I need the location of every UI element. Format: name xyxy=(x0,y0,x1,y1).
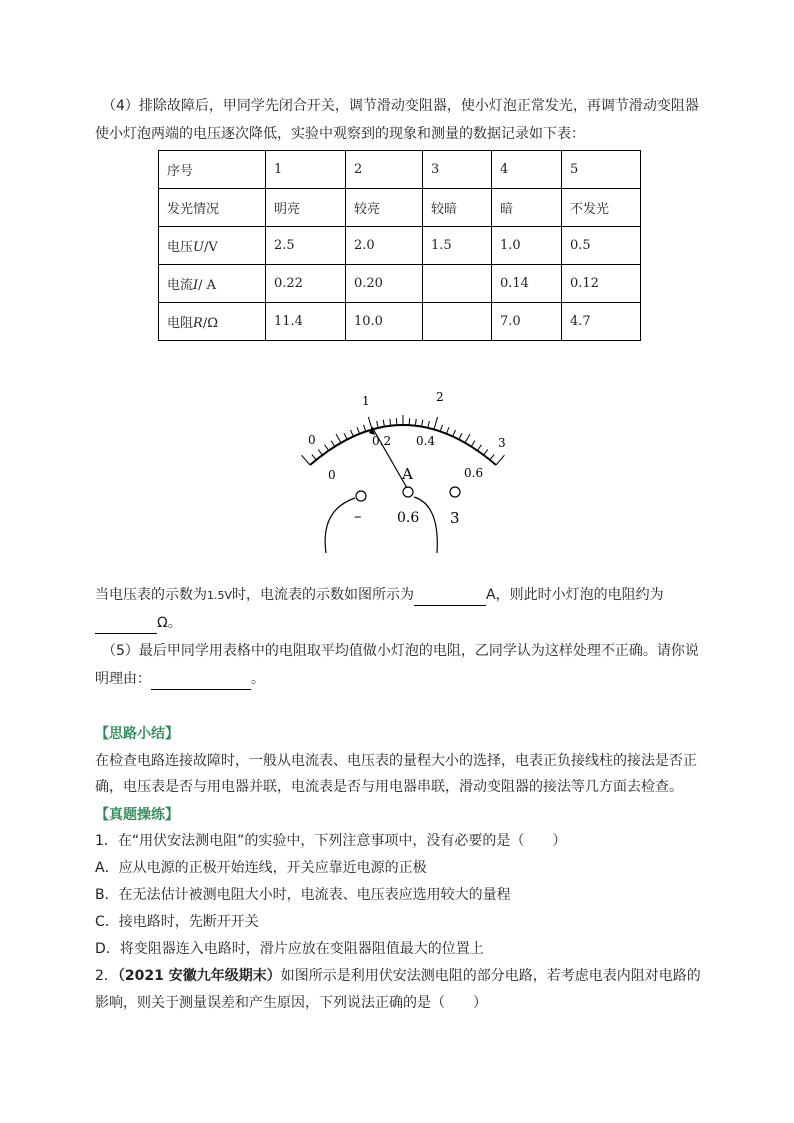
table-row xyxy=(159,303,641,341)
table-cell: 较亮 xyxy=(346,189,423,227)
table-row xyxy=(159,265,641,303)
terminal-3 xyxy=(450,487,460,497)
scale-tick xyxy=(471,441,475,447)
table-cell: 3 xyxy=(423,151,492,189)
scale-tick xyxy=(434,417,438,429)
option-c: C．接电路时，先断开开关 xyxy=(95,914,259,930)
row-label: 序号 xyxy=(159,151,266,189)
question-1: 1．在“用伏安法测电阻”的实验中，下列注意事项中，没有必要的是（ ） xyxy=(95,833,567,849)
table-cell: 0.20 xyxy=(346,265,423,303)
lower-scale-label: 0.6 xyxy=(464,466,484,480)
table-cell: 明亮 xyxy=(266,189,346,227)
summary-line1: 在检查电路连接故障时，一般从电流表、电压表的量程大小的选择，电表正负接线柱的接法是否正 xyxy=(95,753,697,769)
scale-tick xyxy=(377,421,379,428)
table-cell: 2.0 xyxy=(346,227,423,265)
summary-heading: 【思路小结】 xyxy=(95,726,179,742)
meter-scale-arc xyxy=(310,425,496,465)
row-label: 电流I/ A xyxy=(159,265,266,303)
upper-scale-label: 2 xyxy=(436,390,444,404)
table-cell: 0.22 xyxy=(266,265,346,303)
q4-line1: （4）排除故障后，甲同学先闭合开关，调节滑动变阻器，使小灯泡正常发光，再调节滑动变阻器 xyxy=(102,98,699,114)
meter-scale-ticks xyxy=(302,415,505,465)
scale-tick xyxy=(415,419,416,426)
practice-heading: 【真题操练】 xyxy=(95,807,179,823)
table-cell: 1.5 xyxy=(423,227,492,265)
question-2-line2: 影响，则关于测量误差和产生原因，下列说法正确的是（ ） xyxy=(95,995,487,1011)
answer-blank xyxy=(95,613,157,634)
table-cell: 0.12 xyxy=(562,265,641,303)
upper-scale-label: 0 xyxy=(308,433,316,447)
table-cell: 4 xyxy=(492,151,562,189)
scale-tick xyxy=(357,427,360,433)
scale-tick xyxy=(368,417,372,429)
scale-tick xyxy=(331,441,335,447)
table-cell: 1 xyxy=(266,151,346,189)
option-d: D．将变阻器连入电路时，滑片应放在变阻器阻值最大的位置上 xyxy=(95,941,484,957)
q4-line2: 使小灯泡两端的电压逐次降低，实验中观察到的现象和测量的数据记录如下表： xyxy=(95,126,585,142)
terminal-0.6 xyxy=(403,487,413,497)
fill-line1: 当电压表的示数为1.5V时，电流表的示数如图所示为 A，则此时小灯泡的电阻约为 xyxy=(95,585,664,606)
scale-tick xyxy=(318,449,322,455)
table-row xyxy=(159,189,641,227)
scale-tick xyxy=(490,454,494,459)
table-cell: 2.5 xyxy=(266,227,346,265)
scale-tick xyxy=(428,421,430,428)
scale-tick xyxy=(459,433,462,439)
table-cell: 2 xyxy=(346,151,423,189)
table-cell: 不发光 xyxy=(562,189,641,227)
row-label: 发光情况 xyxy=(159,189,266,227)
scale-tick xyxy=(325,445,329,451)
data-table xyxy=(158,150,641,341)
option-b: B．在无法估计被测电阻大小时，电流表、电压表应选用较大的量程 xyxy=(95,887,511,903)
lower-scale-label: 0.4 xyxy=(416,434,436,448)
scale-tick xyxy=(496,455,504,465)
answer-blank xyxy=(151,669,251,690)
table-cell: 11.4 xyxy=(266,303,346,341)
row-label: 电阻R/Ω xyxy=(159,303,266,341)
scale-tick xyxy=(336,434,341,443)
table-cell xyxy=(423,303,492,341)
lower-scale-label: 0 xyxy=(328,468,336,482)
ammeter-diagram xyxy=(290,385,520,555)
table-cell: 4.7 xyxy=(562,303,641,341)
option-a: A．应从电源的正极开始连线，开关应靠近电源的正极 xyxy=(95,860,427,876)
scale-tick xyxy=(453,430,456,436)
terminal-label: 0.6 xyxy=(397,510,420,526)
meter-unit-label: A xyxy=(402,465,413,483)
upper-scale-label: 1 xyxy=(362,394,370,408)
scale-tick xyxy=(465,434,470,443)
q5-line1: （5）最后甲同学用表格中的电阻取平均值做小灯泡的电阻，乙同学认为这样处理不正确。请你说 xyxy=(102,643,699,659)
scale-tick xyxy=(422,420,423,427)
question-2-line1: 2．（2021 安徽九年级期末）如图所示是利用伏安法测电阻的部分电路，若考虑电表内阻对电路的 xyxy=(95,968,701,984)
scale-tick xyxy=(364,425,366,432)
wire-left xyxy=(325,498,355,553)
table-cell: 较暗 xyxy=(423,189,492,227)
terminal-negative xyxy=(356,491,366,501)
table-cell: 0.5 xyxy=(562,227,641,265)
terminal-label: – xyxy=(354,507,362,525)
table-row xyxy=(159,151,641,189)
summary-line2: 确，电压表是否与用电器并联，电流表是否与用电器串联，滑动变阻器的接法等几方面去检查。 xyxy=(95,779,683,795)
table-cell: 5 xyxy=(562,151,641,189)
upper-scale-label: 3 xyxy=(498,436,506,450)
table-cell: 0.14 xyxy=(492,265,562,303)
table-cell: 7.0 xyxy=(492,303,562,341)
scale-tick xyxy=(302,455,310,465)
scale-tick xyxy=(446,427,449,433)
scale-tick xyxy=(383,420,384,427)
row-label: 电压U/V xyxy=(159,227,266,265)
scale-tick xyxy=(440,425,442,432)
answer-blank xyxy=(414,585,486,606)
table-cell: 1.0 xyxy=(492,227,562,265)
table-row xyxy=(159,227,641,265)
lower-scale-label: 0.2 xyxy=(372,434,392,448)
fill-line2: Ω。 xyxy=(95,613,182,634)
scale-tick xyxy=(390,419,391,426)
q5-line2: 明理由： 。 xyxy=(95,669,265,690)
scale-tick xyxy=(484,449,488,455)
scale-tick xyxy=(344,433,347,439)
scale-tick xyxy=(312,454,316,459)
table-cell xyxy=(423,265,492,303)
terminal-label: 3 xyxy=(450,509,460,527)
table-cell: 暗 xyxy=(492,189,562,227)
scale-tick xyxy=(350,430,353,436)
scale-tick xyxy=(477,445,481,451)
table-cell: 10.0 xyxy=(346,303,423,341)
